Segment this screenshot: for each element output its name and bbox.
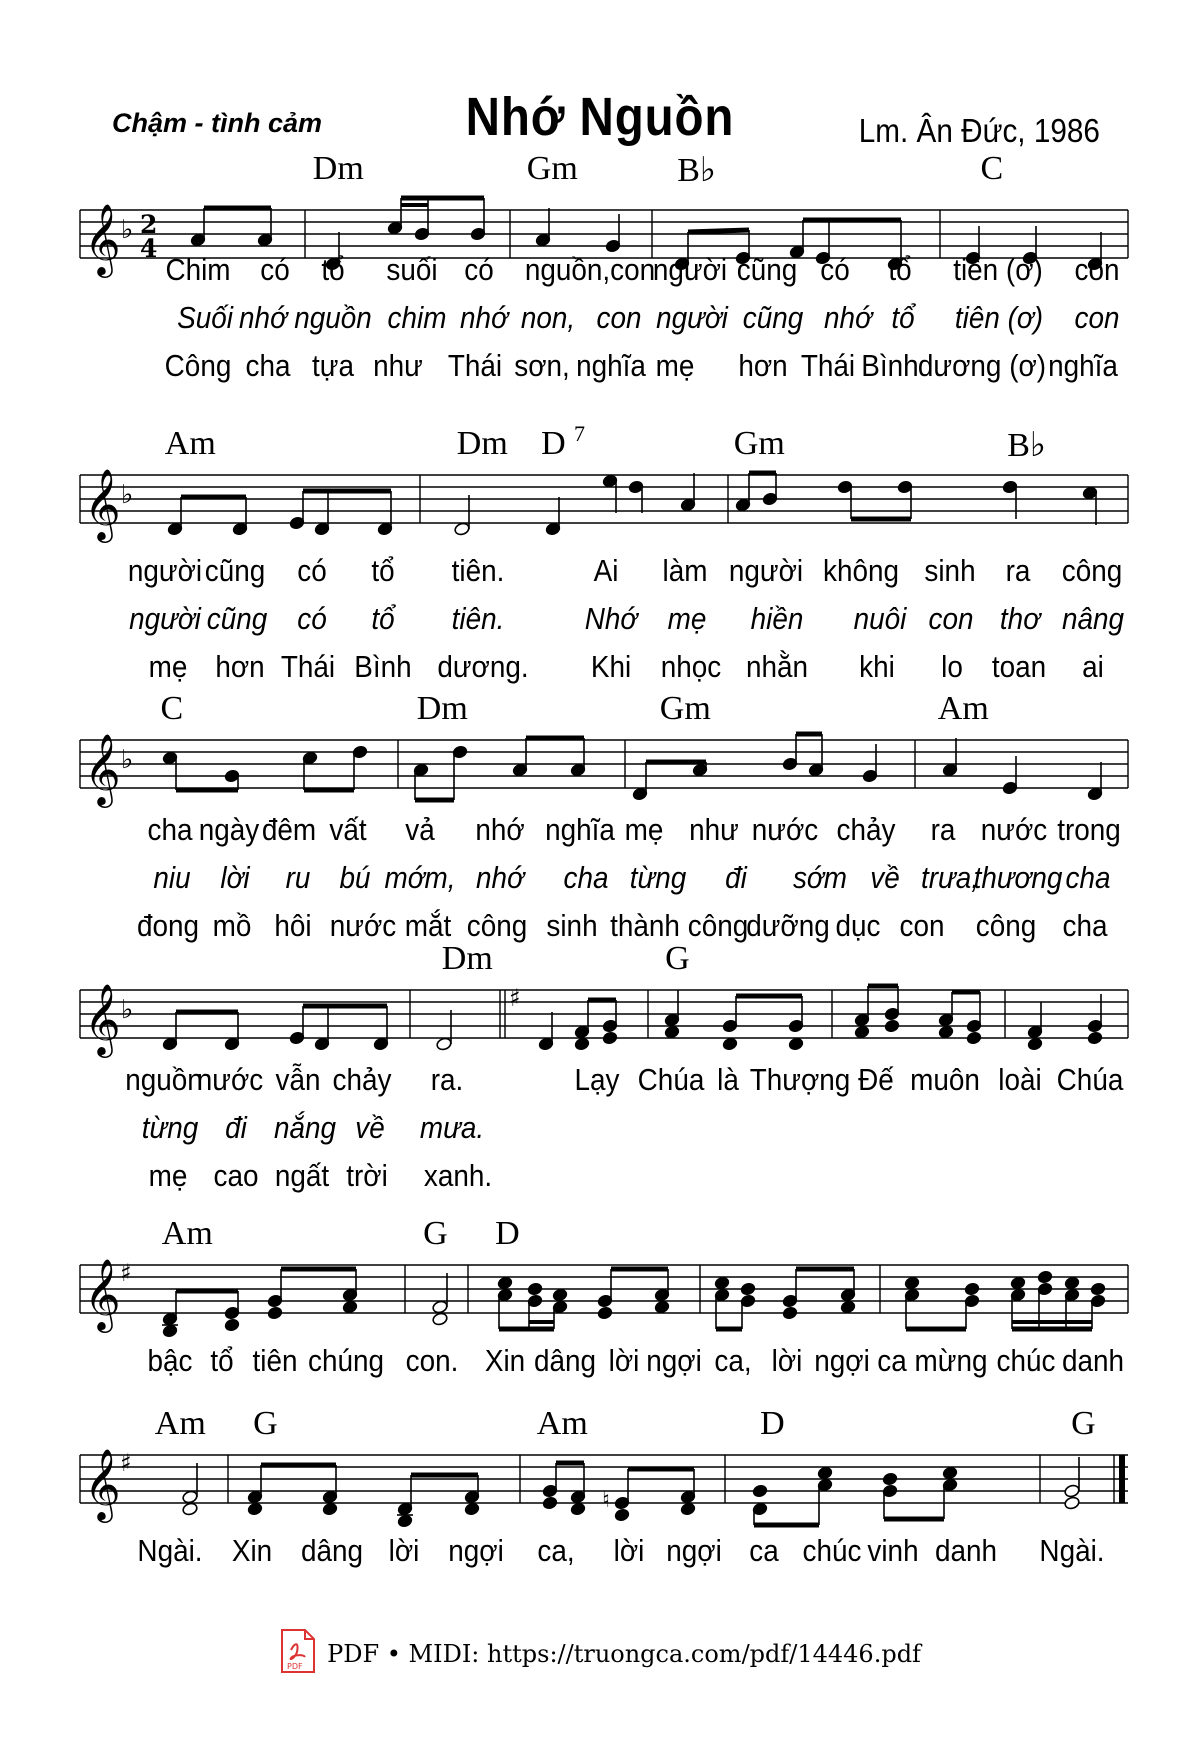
system-6 bbox=[0, 1405, 1200, 1585]
lyric-syllable: Thái bbox=[447, 348, 503, 383]
lyric-syllable: có bbox=[297, 553, 327, 588]
lyric-syllable: trong bbox=[1057, 812, 1121, 847]
lyric-syllable: nhớ bbox=[475, 812, 525, 847]
lyric-syllable: nguồn bbox=[294, 300, 372, 335]
lyric-syllable: cũng bbox=[742, 300, 804, 335]
lyric-verse-1 bbox=[0, 1533, 1200, 1573]
pdf-file-icon[interactable] bbox=[279, 1628, 317, 1680]
lyric-syllable: lời bbox=[388, 1533, 420, 1568]
lyric-syllable: mồ bbox=[212, 908, 252, 943]
chord-symbol-superscript: 7 bbox=[574, 421, 585, 446]
chord-symbol: G bbox=[423, 1215, 448, 1252]
lyric-syllable: loài bbox=[998, 1062, 1042, 1097]
lyric-syllable: nhớ bbox=[476, 860, 524, 895]
lyric-syllable: chúc bbox=[996, 1343, 1056, 1378]
lyric-syllable: Thượng bbox=[749, 1062, 851, 1097]
lyric-syllable: ra. bbox=[430, 1062, 464, 1097]
lyric-syllable: ngất bbox=[274, 1158, 330, 1193]
lyric-syllable: bú bbox=[339, 860, 371, 895]
lyric-syllable: con bbox=[596, 300, 642, 335]
lyric-syllable: lời bbox=[220, 860, 250, 895]
lyric-syllable: mớm, bbox=[384, 860, 456, 895]
lyric-syllable: lời bbox=[608, 1343, 640, 1378]
lyric-syllable: cao bbox=[213, 1158, 259, 1193]
chord-symbol: Am bbox=[937, 690, 989, 727]
treble-clef-icon: 𝄞 bbox=[84, 1447, 121, 1520]
lyric-syllable: cha bbox=[1065, 860, 1111, 895]
lyric-syllable: hiền bbox=[750, 601, 804, 636]
lyric-syllable: dâng bbox=[300, 1533, 364, 1568]
lyric-syllable: đêm bbox=[261, 812, 317, 847]
song-title: Nhớ Nguồn bbox=[465, 87, 735, 147]
chord-symbol: G bbox=[253, 1405, 278, 1442]
lyric-syllable: từng bbox=[141, 1110, 199, 1145]
lyric-syllable: lời bbox=[771, 1343, 803, 1378]
lyric-syllable: Suối bbox=[177, 300, 233, 335]
chord-symbol: Am bbox=[161, 1215, 213, 1252]
lyric-syllable: trời bbox=[346, 1158, 388, 1193]
lyric-syllable: dương. bbox=[437, 649, 529, 684]
lyric-syllable: nuôi bbox=[853, 601, 907, 636]
lyric-syllable: cha bbox=[563, 860, 609, 895]
chord-symbol: G bbox=[665, 940, 690, 977]
lyric-syllable: cha bbox=[147, 812, 193, 847]
lyric-syllable: nhớ bbox=[239, 300, 287, 335]
lyric-syllable: cũng bbox=[206, 601, 268, 636]
lyric-syllable: con bbox=[1074, 252, 1120, 287]
lyric-syllable: vinh bbox=[867, 1533, 919, 1568]
lyric-syllable: làm bbox=[662, 553, 708, 588]
lyric-syllable: sinh bbox=[924, 553, 976, 588]
lyric-syllable: Chim bbox=[165, 252, 231, 287]
lyric-syllable: nước bbox=[329, 908, 397, 943]
lyric-syllable: như bbox=[689, 812, 739, 847]
lyric-syllable: cha bbox=[245, 348, 291, 383]
system-5 bbox=[0, 1215, 1200, 1378]
lyric-syllable: ra bbox=[930, 812, 956, 847]
lyric-syllable: tiên bbox=[252, 1343, 298, 1378]
lyric-syllable: vả bbox=[405, 812, 435, 847]
lyric-syllable: mẹ bbox=[655, 348, 695, 383]
chord-symbol: G bbox=[1071, 1405, 1096, 1442]
lyric-syllable: suối bbox=[386, 252, 438, 287]
system-3 bbox=[0, 690, 1200, 943]
lyric-syllable: con bbox=[1074, 300, 1120, 335]
lyric-syllable: nước bbox=[196, 1062, 264, 1097]
lyric-syllable: sớm bbox=[792, 860, 848, 895]
lyric-syllable: người bbox=[728, 553, 804, 588]
lyric-syllable: nghĩa bbox=[576, 348, 646, 383]
lyric-syllable: ca bbox=[877, 1343, 907, 1378]
tempo-marking: Chậm - tình cảm bbox=[112, 108, 323, 138]
lyric-syllable: nguồn bbox=[125, 1062, 203, 1097]
lyric-verse-1 bbox=[0, 553, 1200, 593]
lyric-syllable: ngày bbox=[198, 812, 260, 847]
lyric-syllable: người bbox=[656, 300, 728, 335]
sharp-sign-icon: ♯ bbox=[120, 1449, 132, 1477]
lyric-syllable: ngợi bbox=[666, 1533, 722, 1568]
lyric-syllable: Xin bbox=[484, 1343, 526, 1378]
lyric-syllable: Thái bbox=[800, 348, 856, 383]
chord-symbol: Dm bbox=[312, 150, 364, 187]
lyric-verse-1 bbox=[0, 252, 1200, 292]
flat-sign-icon: ♭ bbox=[121, 995, 134, 1025]
chord-symbol: Am bbox=[164, 425, 216, 462]
system-2 bbox=[0, 421, 1200, 684]
lyric-syllable: từng bbox=[629, 860, 687, 895]
lyric-syllable: hơn bbox=[215, 649, 265, 684]
lyric-verse-1 bbox=[0, 812, 1200, 852]
lyric-syllable: dương (ơ) bbox=[917, 348, 1047, 383]
lyric-syllable: có bbox=[297, 601, 327, 636]
lyric-syllable: hôi bbox=[274, 908, 312, 943]
lyric-syllable: nắng bbox=[273, 1110, 337, 1145]
lyric-syllable: công bbox=[466, 908, 528, 943]
lyric-syllable: có bbox=[464, 252, 494, 287]
lyric-syllable: về bbox=[870, 860, 900, 895]
lyric-syllable: công bbox=[1061, 553, 1123, 588]
chord-symbol: Am bbox=[536, 1405, 588, 1442]
lyric-syllable: tiên (ơ) bbox=[954, 300, 1044, 335]
lyric-syllable: tiên (ơ) bbox=[953, 252, 1043, 287]
lyric-syllable: ru bbox=[285, 860, 311, 895]
lyric-syllable: Công bbox=[164, 348, 232, 383]
lyric-verse-1 bbox=[0, 1062, 1200, 1102]
system-4 bbox=[0, 940, 1200, 1193]
lyric-syllable: thơ bbox=[999, 601, 1041, 636]
lyric-syllable: nước bbox=[980, 812, 1048, 847]
lyric-syllable: vất bbox=[329, 812, 367, 847]
lyric-syllable: Lạy bbox=[574, 1062, 620, 1097]
lyric-syllable: chảy bbox=[332, 1062, 392, 1097]
lyric-syllable: người bbox=[652, 252, 728, 287]
lyric-syllable: Ai bbox=[593, 553, 619, 588]
lyric-syllable: có bbox=[260, 252, 290, 287]
lyric-syllable: chảy bbox=[836, 812, 896, 847]
lyric-syllable: ca, bbox=[537, 1533, 575, 1568]
lyric-syllable: nguồn,con bbox=[524, 252, 656, 287]
lyric-syllable: dưỡng bbox=[746, 908, 830, 943]
lyric-syllable: ca, bbox=[714, 1343, 752, 1378]
lyric-syllable: Thái bbox=[280, 649, 336, 684]
lyric-syllable: nhớ bbox=[460, 300, 508, 335]
sharp-sign-icon: ♯ bbox=[120, 1259, 132, 1287]
chord-symbol: C bbox=[980, 150, 1004, 187]
lyric-verse-3 bbox=[0, 649, 1200, 689]
lyric-syllable: đong bbox=[136, 908, 200, 943]
lyric-syllable: công bbox=[975, 908, 1037, 943]
lyric-syllable: nhớ bbox=[824, 300, 872, 335]
lyric-syllable: lời bbox=[613, 1533, 645, 1568]
lyric-syllable: tựa bbox=[312, 348, 354, 383]
lyric-syllable: tổ bbox=[371, 553, 395, 588]
chord-symbol: Dm bbox=[456, 425, 508, 462]
lyric-syllable: hơn bbox=[738, 348, 788, 383]
lyric-syllable: không bbox=[822, 553, 900, 588]
chord-symbol: Gm bbox=[733, 425, 785, 462]
flat-sign-icon: ♭ bbox=[121, 480, 134, 510]
lyric-syllable: mẹ bbox=[624, 812, 664, 847]
lyric-syllable: danh bbox=[1061, 1343, 1125, 1378]
lyric-syllable: ra bbox=[1005, 553, 1031, 588]
lyric-syllable: chúng bbox=[307, 1343, 385, 1378]
lyric-syllable: tiên. bbox=[451, 601, 505, 636]
lyric-syllable: mẹ bbox=[667, 601, 707, 636]
svg-text:♮: ♮ bbox=[602, 1488, 610, 1513]
lyric-syllable: khi bbox=[859, 649, 895, 684]
lyric-syllable: ngợi bbox=[646, 1343, 702, 1378]
lyric-syllable: con bbox=[899, 908, 945, 943]
lyric-syllable: cha bbox=[1062, 908, 1108, 943]
lyric-syllable: về bbox=[355, 1110, 385, 1145]
lyric-syllable: Nhớ bbox=[584, 601, 638, 636]
lyric-syllable: con bbox=[928, 601, 974, 636]
lyric-syllable: ca bbox=[749, 1533, 779, 1568]
chord-symbol: D bbox=[541, 425, 566, 462]
lyric-syllable: sơn, bbox=[514, 348, 570, 383]
lyric-syllable: ngợi bbox=[814, 1343, 870, 1378]
lyric-syllable: ngợi bbox=[448, 1533, 504, 1568]
lyric-syllable: danh bbox=[934, 1533, 998, 1568]
download-footer[interactable] bbox=[0, 1628, 1200, 1680]
lyric-syllable: non, bbox=[520, 300, 576, 335]
pdf-icon-label: PDF bbox=[287, 1662, 303, 1671]
lyric-syllable: Chúa bbox=[1056, 1062, 1124, 1097]
chord-symbol: Gm bbox=[659, 690, 711, 727]
lyric-syllable: người bbox=[129, 601, 201, 636]
lyric-syllable: Xin bbox=[231, 1533, 273, 1568]
chord-symbol: B♭ bbox=[677, 152, 716, 189]
lyric-syllable: Bình bbox=[354, 649, 412, 684]
lyric-syllable: chúc bbox=[802, 1533, 862, 1568]
treble-clef-icon: 𝄞 bbox=[84, 467, 121, 540]
lyric-syllable: thành bbox=[610, 908, 680, 943]
lyric-syllable: có bbox=[820, 252, 850, 287]
chord-symbol: Gm bbox=[526, 150, 578, 187]
lyric-syllable: là bbox=[717, 1062, 739, 1097]
lyric-syllable: xanh. bbox=[423, 1158, 493, 1193]
lyric-verse-2 bbox=[0, 300, 1200, 340]
lyric-syllable: toan bbox=[991, 649, 1047, 684]
lyric-syllable: Ngài. bbox=[137, 1533, 203, 1568]
composer-credit: Lm. Ân Đức, 1986 bbox=[858, 112, 1100, 149]
lyric-syllable: tổ bbox=[321, 252, 345, 287]
lyric-syllable: thương bbox=[973, 860, 1063, 895]
chord-symbol: Dm bbox=[441, 940, 493, 977]
time-signature-top: 2 bbox=[140, 210, 158, 239]
lyric-syllable: dục bbox=[835, 908, 881, 943]
lyric-syllable: nghĩa bbox=[1048, 348, 1118, 383]
lyric-syllable: ai bbox=[1082, 649, 1104, 684]
lyric-syllable: sinh bbox=[546, 908, 598, 943]
lyric-syllable: tiên. bbox=[451, 553, 505, 588]
lyric-verse-1 bbox=[0, 1343, 1200, 1383]
lyric-syllable: người bbox=[127, 553, 203, 588]
lyric-syllable: chim bbox=[387, 300, 447, 335]
download-link[interactable]: PDF • MIDI: https://truongca.com/pdf/14446.pdf bbox=[327, 1640, 921, 1668]
lyric-syllable: Bình bbox=[861, 348, 919, 383]
treble-clef-icon: 𝄞 bbox=[84, 732, 121, 805]
lyric-verse-2 bbox=[0, 1110, 1200, 1150]
lyric-syllable: Đế bbox=[858, 1062, 894, 1097]
treble-clef-icon: 𝄞 bbox=[84, 1257, 121, 1330]
lyric-syllable: dâng bbox=[533, 1343, 597, 1378]
lyric-syllable: Ngài. bbox=[1039, 1533, 1105, 1568]
lyric-syllable: trưa, bbox=[921, 860, 979, 895]
chord-symbol: Am bbox=[154, 1405, 206, 1442]
flat-sign-icon: ♭ bbox=[121, 745, 134, 775]
lyric-syllable: Khi bbox=[590, 649, 632, 684]
sharp-sign-icon: ♯ bbox=[509, 984, 521, 1012]
chord-symbol: D bbox=[495, 1215, 520, 1252]
lyric-syllable: con. bbox=[405, 1343, 459, 1378]
lyric-verse-2 bbox=[0, 860, 1200, 900]
lyric-syllable: đi bbox=[225, 1110, 247, 1145]
lyric-syllable: nhọc bbox=[660, 649, 722, 684]
chord-symbol: D bbox=[760, 1405, 785, 1442]
lyric-syllable: mưa. bbox=[419, 1110, 485, 1145]
lyric-syllable: mắt bbox=[404, 908, 452, 943]
flat-sign-icon: ♭ bbox=[121, 215, 134, 245]
lyric-syllable: bậc bbox=[147, 1343, 193, 1378]
treble-clef-icon: 𝄞 bbox=[84, 202, 121, 275]
lyric-syllable: Chúa bbox=[637, 1062, 705, 1097]
lyric-syllable: cũng bbox=[736, 252, 798, 287]
lyric-verse-3 bbox=[0, 1158, 1200, 1198]
lyric-syllable: niu bbox=[153, 860, 191, 895]
lyric-syllable: tổ bbox=[371, 601, 395, 636]
system-1 bbox=[0, 150, 1200, 390]
lyric-syllable: mẹ bbox=[148, 1158, 188, 1193]
chord-symbol: B♭ bbox=[1007, 427, 1046, 464]
lyric-syllable: như bbox=[373, 348, 423, 383]
lyric-syllable: nước bbox=[751, 812, 819, 847]
lyric-syllable: nghĩa bbox=[545, 812, 615, 847]
lyric-syllable: vẫn bbox=[275, 1062, 321, 1097]
lyric-syllable: đi bbox=[725, 860, 747, 895]
lyric-syllable: lo bbox=[941, 649, 963, 684]
lyric-syllable: công bbox=[687, 908, 749, 943]
lyric-syllable: muôn bbox=[910, 1062, 980, 1097]
lyric-syllable: tổ bbox=[888, 252, 912, 287]
chord-symbol: Dm bbox=[416, 690, 468, 727]
lyric-verse-2 bbox=[0, 601, 1200, 641]
lyric-syllable: nhằn bbox=[745, 649, 809, 684]
lyric-syllable: tổ bbox=[210, 1343, 234, 1378]
lyric-syllable: tổ bbox=[891, 300, 915, 335]
lyric-syllable: cũng bbox=[204, 553, 266, 588]
music-staff bbox=[0, 190, 1200, 310]
lyric-syllable: mừng bbox=[914, 1343, 988, 1378]
time-signature-bottom: 4 bbox=[140, 234, 158, 263]
lyric-syllable: mẹ bbox=[148, 649, 188, 684]
chord-symbol: C bbox=[160, 690, 184, 727]
lyric-verse-3 bbox=[0, 348, 1200, 388]
treble-clef-icon: 𝄞 bbox=[84, 982, 121, 1055]
lyric-syllable: nâng bbox=[1061, 601, 1125, 636]
